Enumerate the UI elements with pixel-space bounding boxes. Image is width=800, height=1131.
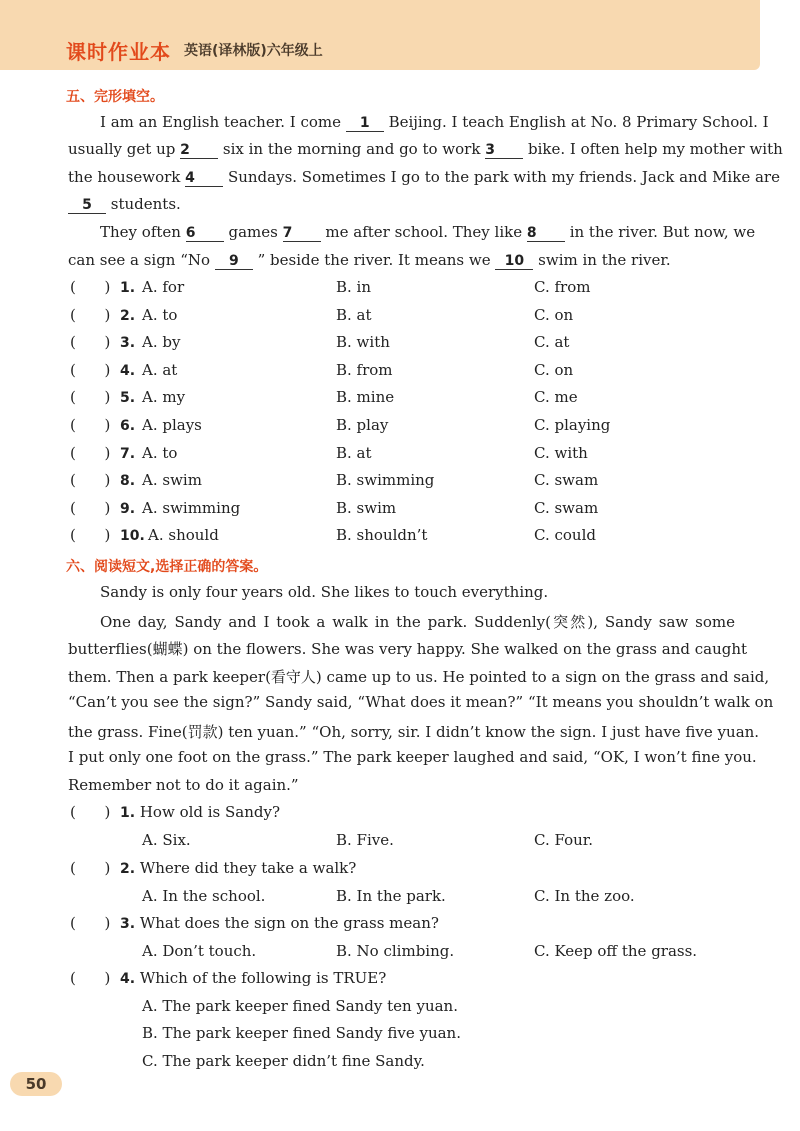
option-b[interactable]: B. Five. [336, 831, 394, 849]
option-a[interactable]: A. to [142, 443, 178, 462]
passage-line: the grass. Fine(罚款) ten yuan.” “Oh, sorry, sir. I didn’t know the sign. I just have five yuan. [68, 723, 760, 741]
option-c[interactable]: C. from [534, 278, 591, 296]
option-b[interactable]: B. swim [336, 498, 397, 517]
question-number: 7. [120, 445, 136, 462]
option-a[interactable]: A. In the school. [142, 887, 266, 905]
option-c[interactable]: C. The park keeper didn’t fine Sandy. [142, 1052, 425, 1070]
option-a[interactable]: A. Don’t touch. [142, 942, 257, 960]
option-c[interactable]: C. In the zoo. [534, 887, 635, 905]
question-number: 2. [120, 307, 136, 324]
cloze-question-row [68, 333, 748, 357]
passage-line: “Can’t you see the sign?” Sandy said, “What does it mean?” “It means you shouldn’t walk on [68, 693, 774, 711]
cloze-line-3: the housework 4 Sundays. Sometimes I go to the park with my friends. Jack and Mike are [68, 168, 780, 186]
cloze-question-row [68, 306, 748, 330]
question-number: 6. [120, 418, 136, 434]
cloze-blank-4[interactable]: 4 [185, 170, 223, 187]
answer-paren[interactable]: ( ) [70, 914, 111, 932]
question-number: 4. [120, 362, 136, 379]
passage-line: Remember not to do it again.” [68, 776, 299, 794]
question-number: 5. [120, 390, 136, 407]
option-a[interactable]: A. Six. [142, 831, 191, 849]
book-title: 课时作业本 [66, 40, 171, 64]
option-b[interactable]: B. in [336, 278, 372, 296]
cloze-blank-6[interactable]: 6 [186, 225, 224, 242]
option-c[interactable]: C. could [534, 526, 596, 545]
passage-line: Sandy is only four years old. She likes to touch everything. [100, 583, 549, 601]
passage-line: them. Then a park keeper(看守人) came up to us. He pointed to a sign on the grass and said, [68, 668, 770, 686]
option-a[interactable]: A. at [142, 360, 178, 379]
answer-paren[interactable]: ( ) [70, 969, 111, 987]
cloze-blank-2[interactable]: 2 [180, 142, 218, 159]
answer-paren[interactable]: ( ) [70, 471, 111, 490]
answer-paren[interactable]: ( ) [70, 333, 111, 352]
option-a[interactable]: A. swimming [142, 498, 241, 517]
option-a[interactable]: A. swim [142, 471, 202, 490]
cloze-question-row [68, 388, 748, 412]
passage-line: butterflies(蝴蝶) on the flowers. She was very happy. She walked on the grass and caught [68, 640, 748, 658]
answer-paren[interactable]: ( ) [70, 443, 111, 462]
cloze-blank-8[interactable]: 8 [527, 225, 565, 242]
answer-paren[interactable]: ( ) [70, 526, 111, 545]
reading-option-row [68, 997, 748, 1021]
answer-paren[interactable]: ( ) [70, 388, 111, 407]
cloze-blank-1[interactable]: 1 [346, 115, 384, 132]
cloze-blank-10[interactable]: 10 [495, 253, 533, 270]
reading-question-1: ( ) 1. How old is Sandy? [70, 803, 281, 821]
option-c[interactable]: C. me [534, 388, 578, 407]
answer-paren[interactable]: ( ) [70, 305, 111, 324]
option-b[interactable]: B. No climbing. [336, 942, 455, 960]
answer-paren[interactable]: ( ) [70, 360, 111, 379]
option-a[interactable]: A. for [142, 278, 185, 296]
option-b[interactable]: B. with [336, 333, 390, 352]
option-a[interactable]: A. to [142, 305, 178, 324]
option-b[interactable]: B. swimming [336, 471, 435, 490]
reading-options-1 [68, 831, 748, 855]
cloze-question-row [68, 416, 748, 440]
answer-paren[interactable]: ( ) [70, 278, 111, 296]
option-b[interactable]: B. shouldn’t [336, 526, 428, 545]
question-number: 8. [120, 473, 136, 490]
cloze-line-6: can see a sign “No 9 ” beside the river. It means we 10 swim in the river. [68, 251, 671, 269]
question-number: 3. [120, 335, 136, 352]
option-a[interactable]: A. The park keeper fined Sandy ten yuan. [142, 997, 458, 1015]
option-a[interactable]: A. my [142, 388, 186, 407]
option-c[interactable]: C. with [534, 443, 588, 462]
reading-question-4: ( ) 4. Which of the following is TRUE? [70, 969, 387, 987]
option-c[interactable]: C. playing [534, 416, 611, 434]
cloze-question-row [68, 526, 748, 550]
reading-options-2 [68, 887, 748, 911]
option-b[interactable]: B. play [336, 416, 389, 434]
reading-section-title: 六、阅读短文,选择正确的答案。 [66, 559, 268, 575]
cloze-blank-9[interactable]: 9 [215, 253, 253, 270]
reading-option-row [68, 1024, 748, 1048]
answer-paren[interactable]: ( ) [70, 498, 111, 517]
answer-paren[interactable]: ( ) [70, 416, 111, 434]
cloze-section-title: 五、完形填空。 [66, 89, 164, 105]
reading-options-3 [68, 942, 748, 966]
option-a[interactable]: A. should [148, 526, 219, 545]
option-c[interactable]: C. Four. [534, 831, 594, 849]
cloze-question-row [68, 361, 748, 385]
page-number: 50 [10, 1072, 62, 1096]
cloze-line-5: They often 6 games 7 me after school. They like 8 in the river. But now, we [100, 223, 756, 241]
passage-line: I put only one foot on the grass.” The park keeper laughed and said, “OK, I won’t fine you. [68, 748, 757, 766]
option-c[interactable]: C. on [534, 360, 574, 379]
cloze-line-4: 5 students. [68, 195, 181, 214]
option-c[interactable]: C. swam [534, 498, 599, 517]
answer-paren[interactable]: ( ) [70, 803, 111, 821]
option-c[interactable]: C. Keep off the grass. [534, 942, 698, 960]
option-b[interactable]: B. mine [336, 388, 395, 407]
cloze-blank-3[interactable]: 3 [485, 142, 523, 159]
reading-question-2: ( ) 2. Where did they take a walk? [70, 859, 357, 877]
passage-line: One day, Sandy and I took a walk in the park. Suddenly(突然), Sandy saw some [100, 613, 735, 631]
option-c[interactable]: C. swam [534, 471, 599, 490]
option-c[interactable]: C. on [534, 305, 574, 324]
option-b[interactable]: B. at [336, 305, 372, 324]
reading-question-3: ( ) 3. What does the sign on the grass mean? [70, 914, 439, 932]
cloze-blank-7[interactable]: 7 [283, 225, 321, 242]
question-number: 9. [120, 500, 136, 517]
option-b[interactable]: B. The park keeper fined Sandy five yuan. [142, 1024, 461, 1042]
option-c[interactable]: C. at [534, 333, 570, 352]
cloze-question-row [68, 278, 748, 302]
option-b[interactable]: B. at [336, 443, 372, 462]
answer-paren[interactable]: ( ) [70, 859, 111, 877]
cloze-question-row [68, 471, 748, 495]
option-b[interactable]: B. from [336, 360, 393, 379]
book-subtitle: 英语(译林版)六年级上 [184, 43, 323, 59]
question-number: 1. [120, 280, 136, 296]
question-number: 10. [120, 528, 145, 545]
cloze-line-2: usually get up 2 six in the morning and go to work 3 bike. I often help my mother with [68, 140, 783, 158]
cloze-question-row [68, 444, 748, 468]
option-a[interactable]: A. plays [142, 416, 202, 434]
cloze-line-1: I am an English teacher. I come 1 Beijing. I teach English at No. 8 Primary School. I [100, 113, 769, 131]
reading-option-row [68, 1052, 748, 1076]
option-a[interactable]: A. by [142, 333, 181, 352]
cloze-question-row [68, 499, 748, 523]
option-b[interactable]: B. In the park. [336, 887, 446, 905]
cloze-blank-5[interactable]: 5 [68, 197, 106, 214]
